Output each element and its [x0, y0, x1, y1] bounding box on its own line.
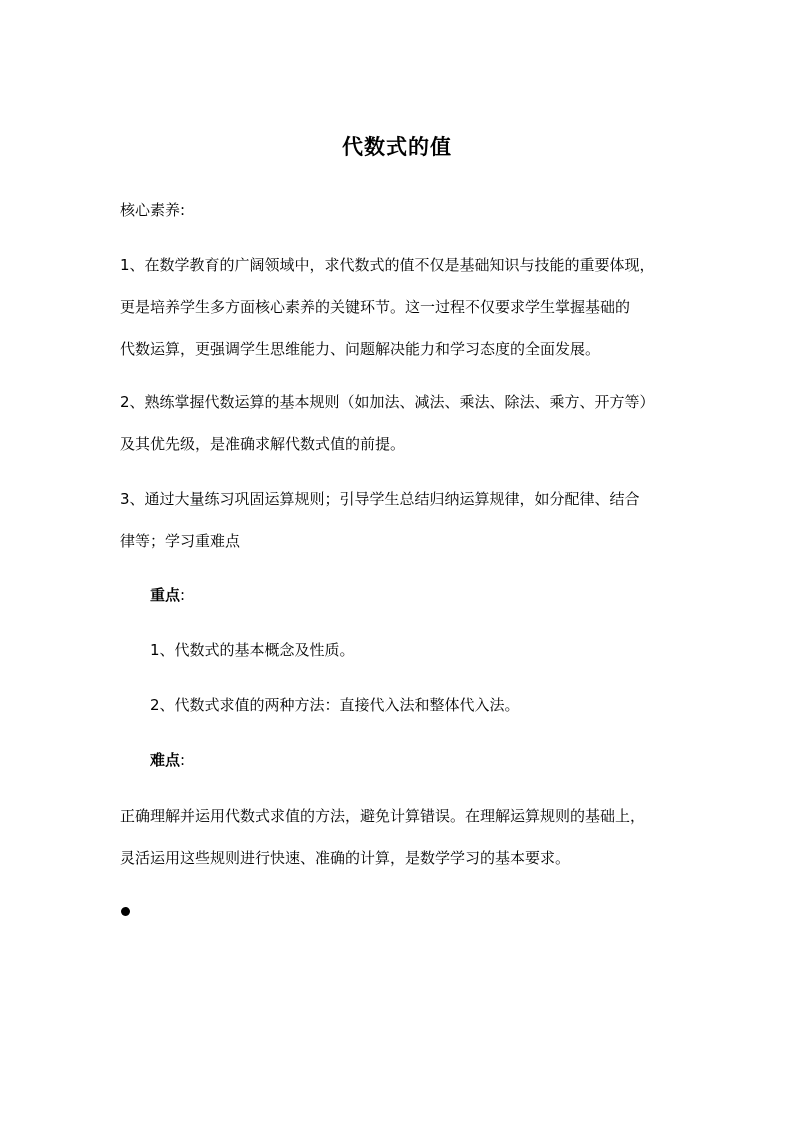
paragraph-item3-line1: 3、通过大量练习巩固运算规则；引导学生总结归纳运算规律，如分配律、结合: [120, 490, 640, 508]
key-point-item2: 2、代数式求值的两种方法：直接代入法和整体代入法。: [150, 696, 520, 714]
paragraph-item3-line2: 律等；学习重难点: [120, 532, 241, 550]
paragraph-item2-line1: 2、熟练掌握代数运算的基本规则（如加法、减法、乘法、除法、乘方、开方等）: [120, 393, 655, 411]
difficult-points-heading: [150, 750, 185, 770]
difficult-paragraph-line1: 正确理解并运用代数式求值的方法，避免计算错误。在理解运算规则的基础上，: [120, 807, 646, 825]
paragraph-item1-line2: 更是培养学生多方面核心素养的关键环节。这一过程不仅要求学生掌握基础的: [120, 298, 631, 316]
difficult-points-colon: :: [180, 751, 186, 769]
key-point-item1: 1、代数式的基本概念及性质。: [150, 641, 355, 659]
core-literacy-heading: 核心素养:: [120, 201, 186, 219]
bullet-dot-icon: [121, 907, 130, 916]
document-title: 代数式的值: [342, 135, 452, 159]
key-points-colon: :: [180, 586, 186, 604]
difficult-paragraph-line2: 灵活运用这些规则进行快速、准确的计算，是数学学习的基本要求。: [120, 849, 571, 867]
paragraph-item2-line2: 及其优先级，是准确求解代数式值的前提。: [120, 435, 406, 453]
paragraph-item1-line1: 1、在数学教育的广阔领域中，求代数式的值不仅是基础知识与技能的重要体现，: [120, 256, 655, 274]
key-points-heading: [150, 585, 185, 605]
difficult-points-label: 难点: [150, 751, 181, 769]
key-points-label: 重点: [150, 586, 181, 604]
paragraph-item1-line3: 代数运算，更强调学生思维能力、问题解决能力和学习态度的全面发展。: [120, 340, 601, 358]
